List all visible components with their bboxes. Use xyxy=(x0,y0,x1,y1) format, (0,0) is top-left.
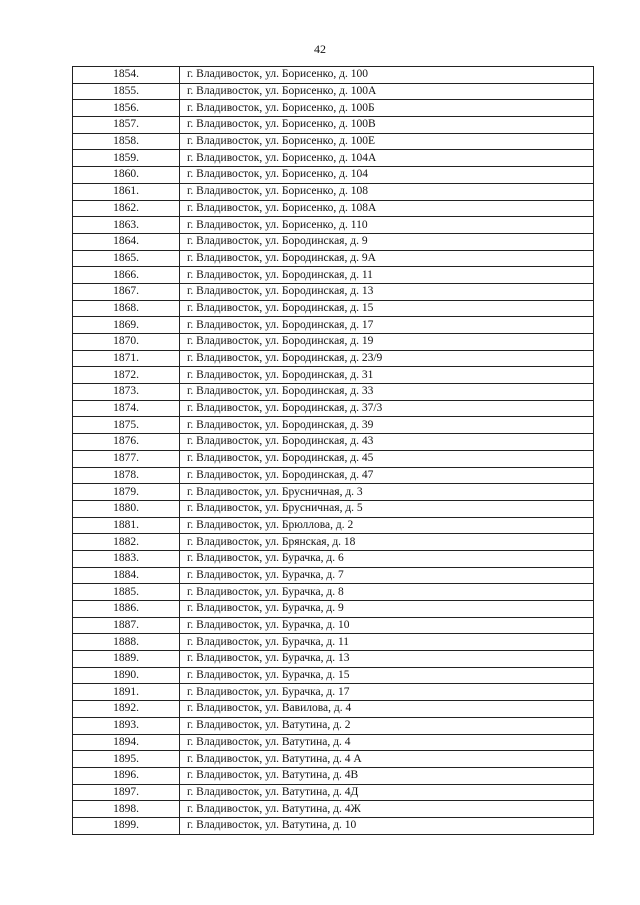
row-address: г. Владивосток, ул. Бородинская, д. 9А xyxy=(180,250,594,267)
row-number: 1856. xyxy=(73,100,180,117)
row-number: 1869. xyxy=(73,317,180,334)
table-row xyxy=(73,500,594,517)
row-number: 1857. xyxy=(73,117,180,134)
row-address: г. Владивосток, ул. Бурачка, д. 17 xyxy=(180,684,594,701)
row-address: г. Владивосток, ул. Бородинская, д. 37/3 xyxy=(180,400,594,417)
row-address: г. Владивосток, ул. Бурачка, д. 6 xyxy=(180,550,594,567)
table-row xyxy=(73,117,594,134)
row-address: г. Владивосток, ул. Брянская, д. 18 xyxy=(180,534,594,551)
table-row xyxy=(73,417,594,434)
row-number: 1897. xyxy=(73,784,180,801)
row-address: г. Владивосток, ул. Бородинская, д. 33 xyxy=(180,384,594,401)
row-address: г. Владивосток, ул. Бородинская, д. 23/9 xyxy=(180,350,594,367)
row-address: г. Владивосток, ул. Брусничная, д. 5 xyxy=(180,500,594,517)
row-address: г. Владивосток, ул. Брюллова, д. 2 xyxy=(180,517,594,534)
table-row xyxy=(73,667,594,684)
row-address: г. Владивосток, ул. Борисенко, д. 110 xyxy=(180,217,594,234)
row-address: г. Владивосток, ул. Брусничная, д. 3 xyxy=(180,484,594,501)
table-row xyxy=(73,550,594,567)
row-number: 1888. xyxy=(73,634,180,651)
row-address: г. Владивосток, ул. Бурачка, д. 7 xyxy=(180,567,594,584)
row-number: 1862. xyxy=(73,200,180,217)
row-address: г. Владивосток, ул. Борисенко, д. 104А xyxy=(180,150,594,167)
row-address: г. Владивосток, ул. Борисенко, д. 108А xyxy=(180,200,594,217)
row-address: г. Владивосток, ул. Борисенко, д. 108 xyxy=(180,183,594,200)
table-row xyxy=(73,233,594,250)
table-row xyxy=(73,467,594,484)
row-number: 1887. xyxy=(73,617,180,634)
row-address: г. Владивосток, ул. Ватутина, д. 4В xyxy=(180,767,594,784)
table-row xyxy=(73,751,594,768)
row-number: 1868. xyxy=(73,300,180,317)
table-row xyxy=(73,717,594,734)
table-row xyxy=(73,100,594,117)
row-address: г. Владивосток, ул. Бородинская, д. 39 xyxy=(180,417,594,434)
row-address: г. Владивосток, ул. Бурачка, д. 11 xyxy=(180,634,594,651)
table-row xyxy=(73,133,594,150)
address-table-body xyxy=(73,67,594,835)
row-number: 1878. xyxy=(73,467,180,484)
table-row xyxy=(73,400,594,417)
table-row xyxy=(73,367,594,384)
row-address: г. Владивосток, ул. Ватутина, д. 4 xyxy=(180,734,594,751)
table-row xyxy=(73,183,594,200)
row-number: 1876. xyxy=(73,434,180,451)
row-number: 1867. xyxy=(73,283,180,300)
row-number: 1899. xyxy=(73,817,180,834)
row-address: г. Владивосток, ул. Ватутина, д. 4Д xyxy=(180,784,594,801)
row-number: 1895. xyxy=(73,751,180,768)
row-address: г. Владивосток, ул. Бородинская, д. 9 xyxy=(180,233,594,250)
row-number: 1858. xyxy=(73,133,180,150)
table-row xyxy=(73,384,594,401)
row-number: 1865. xyxy=(73,250,180,267)
row-number: 1896. xyxy=(73,767,180,784)
row-address: г. Владивосток, ул. Бурачка, д. 15 xyxy=(180,667,594,684)
table-row xyxy=(73,684,594,701)
row-address: г. Владивосток, ул. Бурачка, д. 13 xyxy=(180,651,594,668)
row-address: г. Владивосток, ул. Борисенко, д. 100Е xyxy=(180,133,594,150)
row-number: 1871. xyxy=(73,350,180,367)
row-number: 1873. xyxy=(73,384,180,401)
page-number: 42 xyxy=(314,42,326,56)
row-address: г. Владивосток, ул. Борисенко, д. 100В xyxy=(180,117,594,134)
row-number: 1885. xyxy=(73,584,180,601)
row-address: г. Владивосток, ул. Бородинская, д. 43 xyxy=(180,434,594,451)
table-row xyxy=(73,634,594,651)
table-row xyxy=(73,651,594,668)
table-row xyxy=(73,784,594,801)
row-address: г. Владивосток, ул. Ватутина, д. 4Ж xyxy=(180,801,594,818)
table-row xyxy=(73,801,594,818)
row-number: 1864. xyxy=(73,233,180,250)
row-address: г. Владивосток, ул. Борисенко, д. 100 xyxy=(180,67,594,84)
table-row xyxy=(73,517,594,534)
row-number: 1886. xyxy=(73,601,180,618)
table-row xyxy=(73,350,594,367)
table-row xyxy=(73,200,594,217)
table-row xyxy=(73,167,594,184)
row-address: г. Владивосток, ул. Борисенко, д. 100Б xyxy=(180,100,594,117)
row-number: 1882. xyxy=(73,534,180,551)
row-address: г. Владивосток, ул. Бородинская, д. 11 xyxy=(180,267,594,284)
table-row xyxy=(73,734,594,751)
table-row xyxy=(73,567,594,584)
row-number: 1875. xyxy=(73,417,180,434)
row-number: 1884. xyxy=(73,567,180,584)
row-number: 1863. xyxy=(73,217,180,234)
table-row xyxy=(73,67,594,84)
row-number: 1898. xyxy=(73,801,180,818)
table-row xyxy=(73,450,594,467)
row-number: 1879. xyxy=(73,484,180,501)
row-address: г. Владивосток, ул. Бородинская, д. 13 xyxy=(180,283,594,300)
table-row xyxy=(73,217,594,234)
row-address: г. Владивосток, ул. Ватутина, д. 4 А xyxy=(180,751,594,768)
row-address: г. Владивосток, ул. Вавилова, д. 4 xyxy=(180,701,594,718)
table-row xyxy=(73,534,594,551)
row-number: 1861. xyxy=(73,183,180,200)
row-address: г. Владивосток, ул. Ватутина, д. 2 xyxy=(180,717,594,734)
row-address: г. Владивосток, ул. Бородинская, д. 47 xyxy=(180,467,594,484)
table-row xyxy=(73,701,594,718)
row-number: 1859. xyxy=(73,150,180,167)
row-number: 1877. xyxy=(73,450,180,467)
row-number: 1889. xyxy=(73,651,180,668)
row-number: 1872. xyxy=(73,367,180,384)
row-number: 1854. xyxy=(73,67,180,84)
table-row xyxy=(73,334,594,351)
row-number: 1855. xyxy=(73,83,180,100)
row-number: 1870. xyxy=(73,334,180,351)
row-address: г. Владивосток, ул. Бородинская, д. 17 xyxy=(180,317,594,334)
row-number: 1874. xyxy=(73,400,180,417)
row-number: 1880. xyxy=(73,500,180,517)
row-number: 1860. xyxy=(73,167,180,184)
table-row xyxy=(73,617,594,634)
table-row xyxy=(73,601,594,618)
row-address: г. Владивосток, ул. Бородинская, д. 19 xyxy=(180,334,594,351)
row-number: 1892. xyxy=(73,701,180,718)
row-address: г. Владивосток, ул. Бородинская, д. 31 xyxy=(180,367,594,384)
table-row xyxy=(73,283,594,300)
row-number: 1883. xyxy=(73,550,180,567)
table-row xyxy=(73,267,594,284)
table-row xyxy=(73,434,594,451)
row-number: 1893. xyxy=(73,717,180,734)
row-address: г. Владивосток, ул. Бурачка, д. 10 xyxy=(180,617,594,634)
row-number: 1890. xyxy=(73,667,180,684)
table-row xyxy=(73,150,594,167)
row-address: г. Владивосток, ул. Бородинская, д. 45 xyxy=(180,450,594,467)
row-address: г. Владивосток, ул. Бурачка, д. 8 xyxy=(180,584,594,601)
row-number: 1891. xyxy=(73,684,180,701)
row-number: 1894. xyxy=(73,734,180,751)
table-row xyxy=(73,484,594,501)
table-row xyxy=(73,584,594,601)
row-number: 1866. xyxy=(73,267,180,284)
row-address: г. Владивосток, ул. Ватутина, д. 10 xyxy=(180,817,594,834)
table-row xyxy=(73,817,594,834)
address-table xyxy=(72,66,594,835)
table-row xyxy=(73,250,594,267)
table-row xyxy=(73,83,594,100)
row-address: г. Владивосток, ул. Бурачка, д. 9 xyxy=(180,601,594,618)
table-row xyxy=(73,767,594,784)
row-number: 1881. xyxy=(73,517,180,534)
table-row xyxy=(73,317,594,334)
table-row xyxy=(73,300,594,317)
row-address: г. Владивосток, ул. Бородинская, д. 15 xyxy=(180,300,594,317)
row-address: г. Владивосток, ул. Борисенко, д. 100А xyxy=(180,83,594,100)
row-address: г. Владивосток, ул. Борисенко, д. 104 xyxy=(180,167,594,184)
